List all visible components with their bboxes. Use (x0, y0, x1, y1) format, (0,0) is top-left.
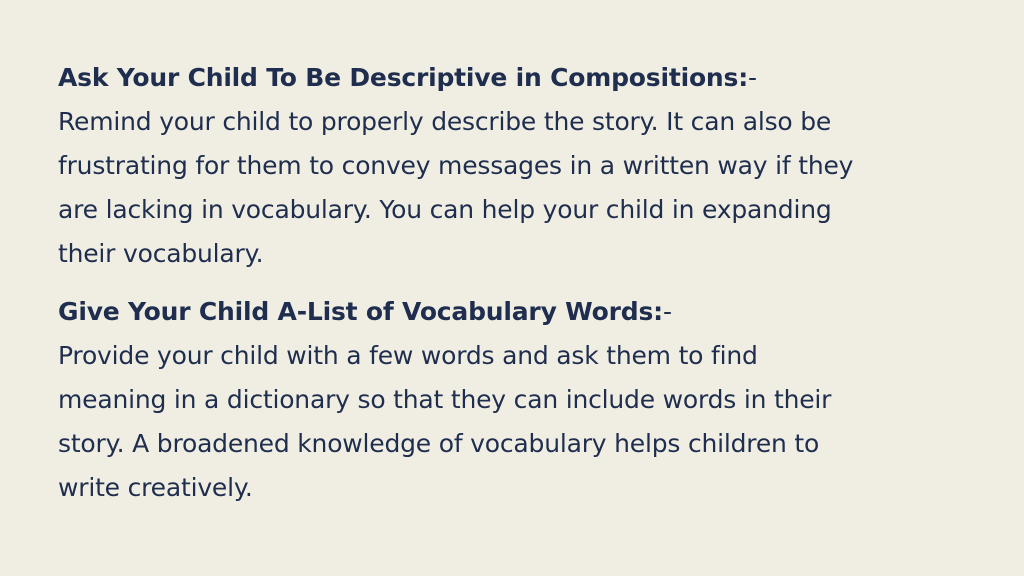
heading-dash: - (662, 297, 672, 326)
heading-text: Ask Your Child To Be Descriptive in Compositions: (58, 63, 748, 92)
paragraph-line: story. A broadened knowledge of vocabulary helps children to (58, 429, 820, 458)
paragraph-line: Remind your child to properly describe the story. It can also be (58, 107, 832, 136)
section-paragraph (58, 100, 984, 276)
section-vocabulary-list (58, 290, 984, 510)
paragraph-line: meaning in a dictionary so that they can include words in their (58, 385, 832, 414)
heading-dash: - (748, 63, 757, 92)
paragraph-line: their vocabulary. (58, 239, 264, 268)
paragraph-line: Provide your child with a few words and ask them to find (58, 341, 758, 370)
section-descriptive-compositions (58, 56, 984, 276)
paragraph-line: are lacking in vocabulary. You can help your child in expanding (58, 195, 832, 224)
paragraph-line: frustrating for them to convey messages in a written way if they (58, 151, 854, 180)
section-heading (58, 290, 984, 334)
paragraph-line: write creatively. (58, 473, 253, 502)
heading-text: Give Your Child A-List of Vocabulary Words: (58, 297, 663, 326)
section-paragraph (58, 334, 984, 510)
section-heading (58, 56, 984, 100)
